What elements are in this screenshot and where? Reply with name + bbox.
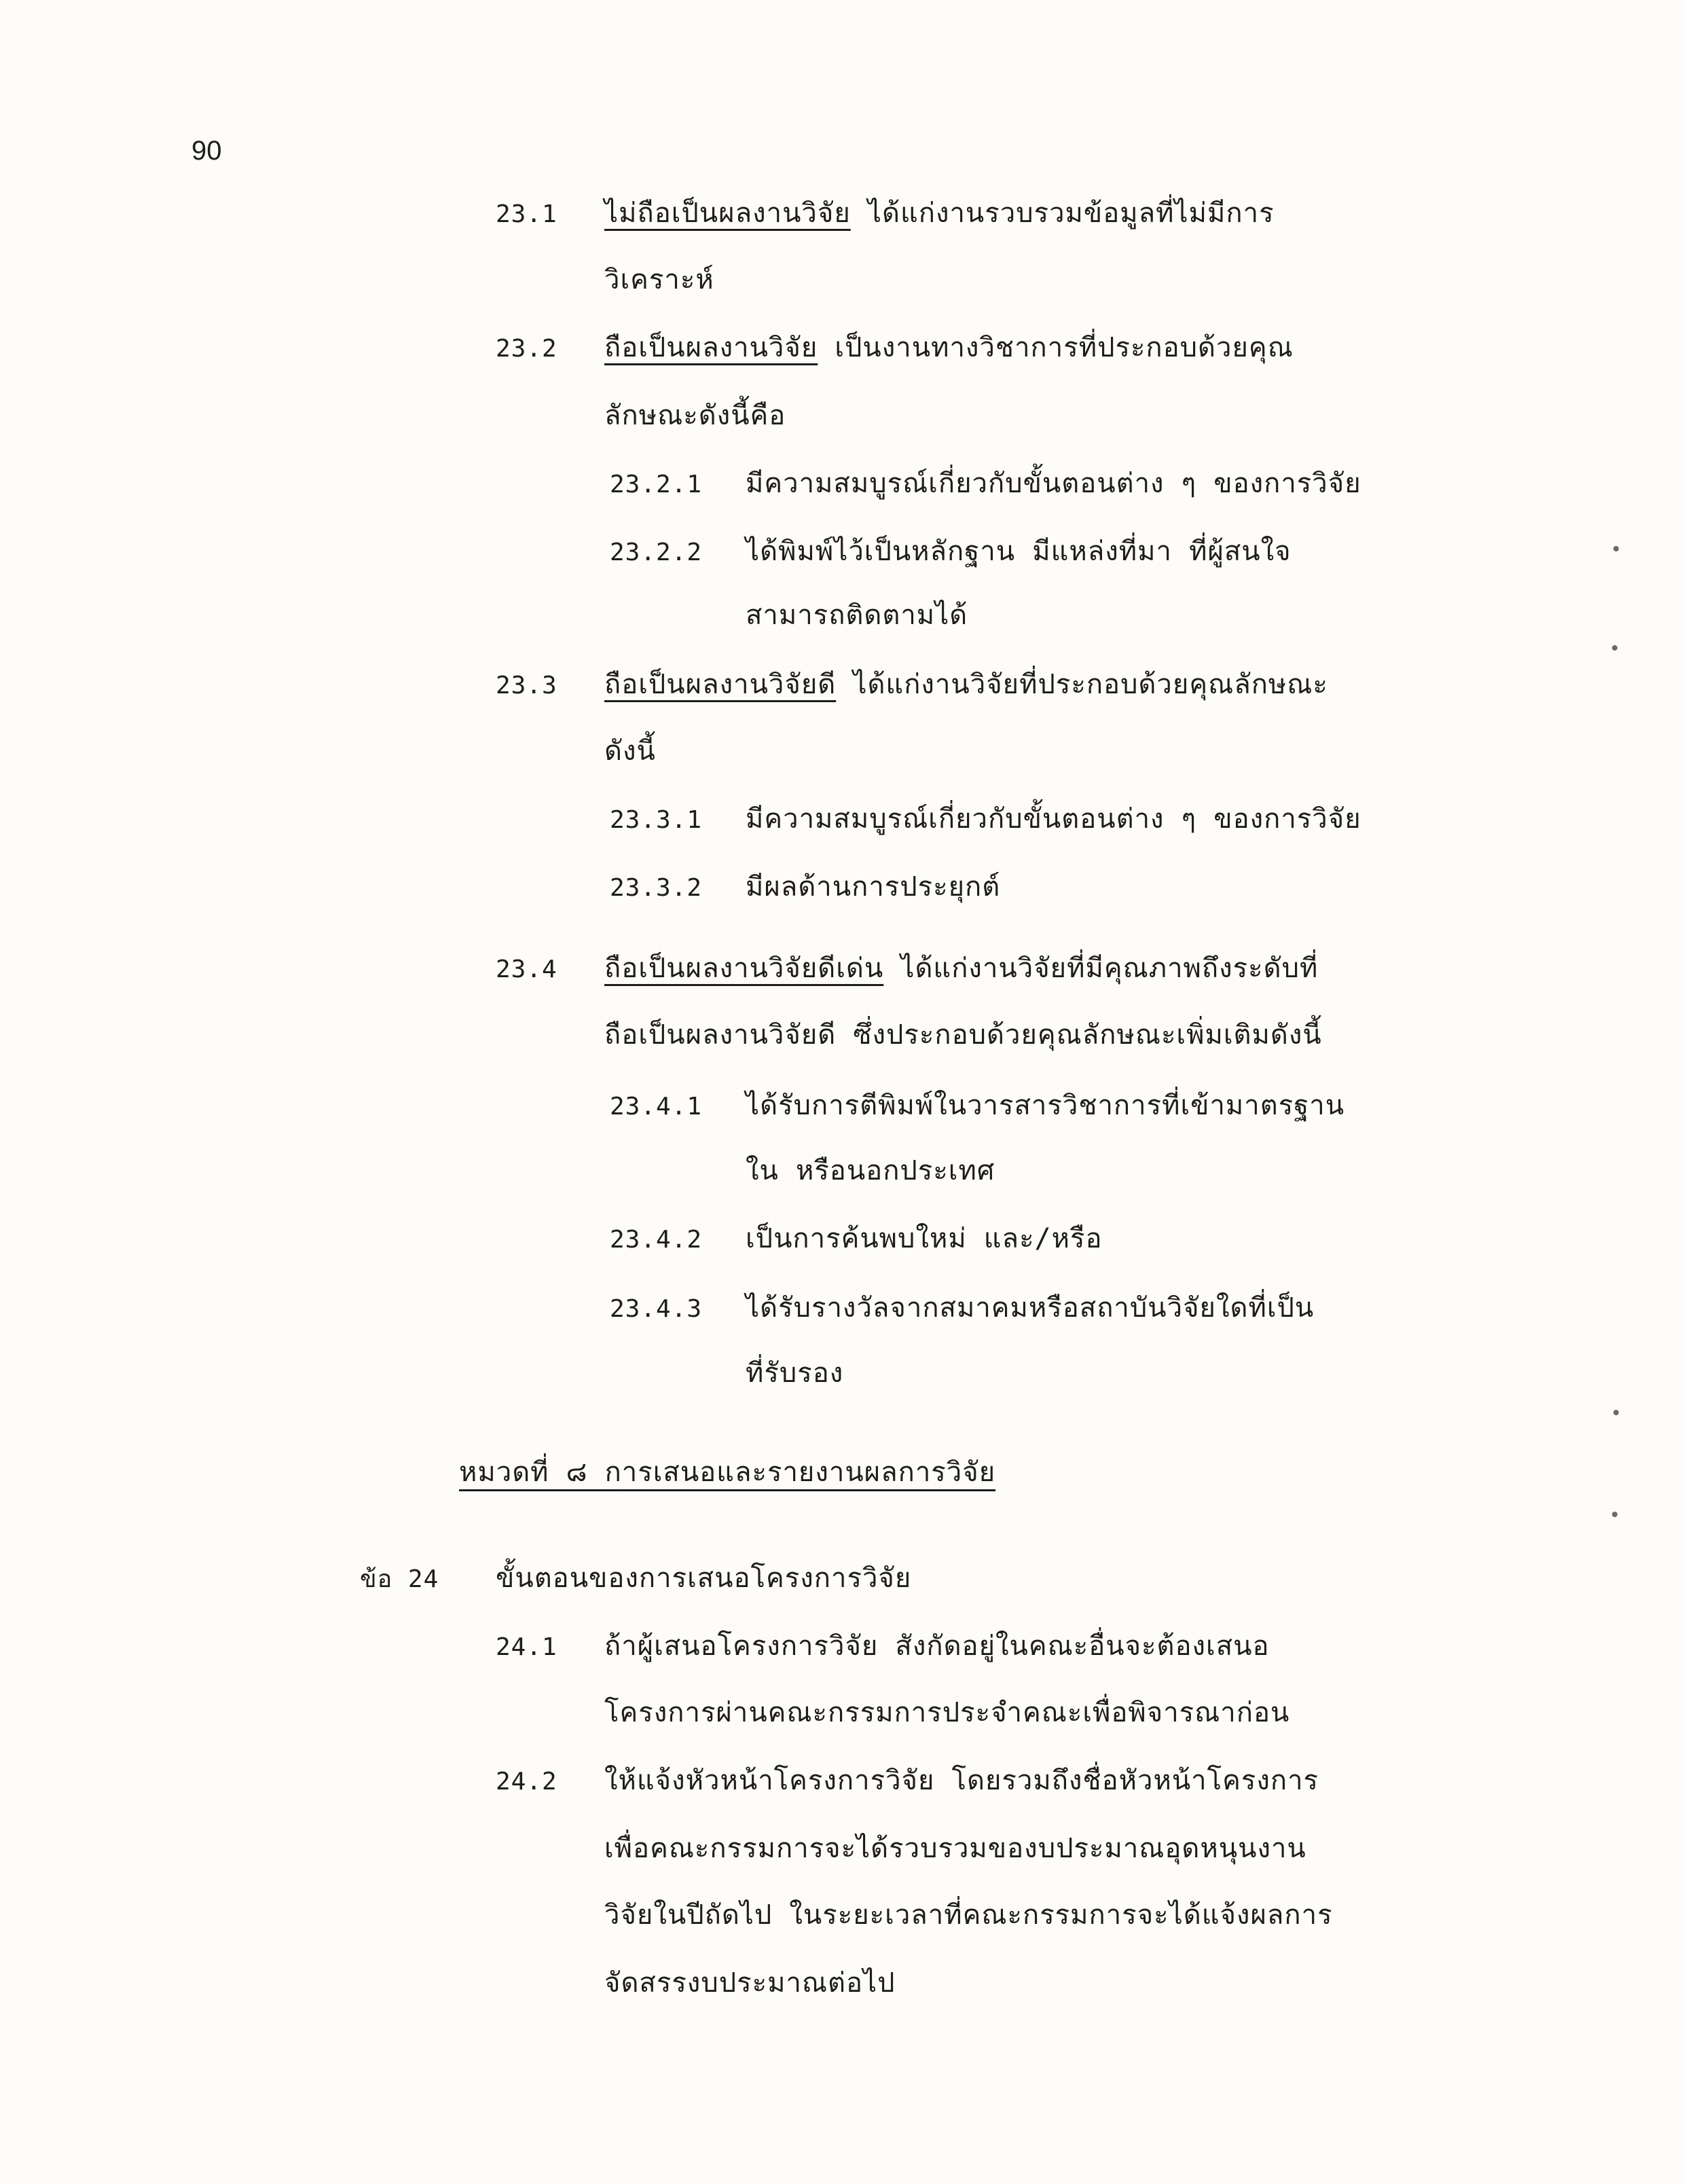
item-number: 23.3.1 (610, 806, 703, 834)
item-text: มีผลด้านการประยุกต์ (746, 871, 1001, 903)
section-24-1-continuation: โครงการผ่านคณะกรรมการประจำคณะเพื่อพิจารณาก่อน (604, 1697, 1290, 1728)
section-text: ได้แก่งานวิจัยที่มีคุณภาพถึงระดับที่ (883, 953, 1319, 984)
item-text: ได้รับรางวัลจากสมาคมหรือสถาบันวิจัยใดที่เป็น (746, 1292, 1315, 1324)
section-23-3-continuation: ดังนี้ (604, 735, 656, 767)
item-number: 23.3.2 (610, 874, 703, 902)
section-title: ถือเป็นผลงานวิจัย (604, 332, 818, 363)
margin-ink-dot (1613, 546, 1619, 551)
item-number: 23.2.2 (610, 539, 703, 566)
margin-ink-dot (1613, 1410, 1619, 1415)
section-23-4-continuation: ถือเป็นผลงานวิจัยดี ซึ่งประกอบด้วยคุณลักษณะเพิ่มเติมดังนี้ (604, 1019, 1322, 1051)
page-number: 90 (191, 136, 222, 166)
section-title: ไม่ถือเป็นผลงานวิจัย (604, 198, 851, 229)
margin-ink-dot (1612, 1512, 1617, 1517)
section-number: 23.2 (496, 335, 557, 363)
section-title: ถือเป็นผลงานวิจัยดีเด่น (604, 953, 884, 984)
item-23-4-3-continuation: ที่รับรอง (746, 1358, 844, 1389)
section-23-3 (496, 666, 1328, 705)
item-text: มีความสมบูรณ์เกี่ยวกับขั้นตอนต่าง ๆ ของการวิจัย (746, 468, 1361, 499)
section-23-2-continuation: ลักษณะดังนี้คือ (604, 400, 786, 431)
item-23-3-2 (610, 868, 1000, 907)
chapter-heading: หมวดที่ ๘ การเสนอและรายงานผลการวิจัย (459, 1457, 996, 1488)
item-text: เป็นการค้นพบใหม่ และ/หรือ (746, 1223, 1103, 1254)
section-text: ถ้าผู้เสนอโครงการวิจัย สังกัดอยู่ในคณะอื่นจะต้องเสนอ (604, 1631, 1270, 1662)
section-title: ถือเป็นผลงานวิจัยดี (604, 669, 837, 700)
section-24-2-line-4: จัดสรรงบประมาณต่อไป (604, 1967, 896, 1999)
section-number: 23.1 (496, 200, 557, 228)
item-23-4-3 (610, 1289, 1314, 1328)
clause-title: ขั้นตอนของการเสนอโครงการวิจัย (496, 1563, 912, 1594)
item-number: 23.2.1 (610, 471, 703, 498)
item-23-2-2 (610, 532, 1292, 572)
section-23-1 (496, 194, 1275, 234)
item-23-4-1 (610, 1087, 1344, 1126)
item-number: 23.4.3 (610, 1295, 703, 1323)
section-24-2-line-2: เพื่อคณะกรรมการจะได้รวบรวมของบประมาณอุดหนุนงาน (604, 1833, 1306, 1864)
section-text: ให้แจ้งหัวหน้าโครงการวิจัย โดยรวมถึงชื่อหัวหน้าโครงการ (604, 1765, 1319, 1796)
section-24-2 (496, 1762, 1319, 1801)
section-number: 24.2 (496, 1768, 557, 1796)
section-23-2 (496, 329, 1294, 368)
section-24-2-line-3: วิจัยในปีถัดไป ในระยะเวลาที่คณะกรรมการจะได้แจ้งผลการ (604, 1899, 1333, 1931)
clause-label: ข้อ 24 (360, 1565, 439, 1593)
section-number: 24.1 (496, 1633, 557, 1661)
item-number: 23.4.2 (610, 1226, 703, 1254)
item-text: มีความสมบูรณ์เกี่ยวกับขั้นตอนต่าง ๆ ของการวิจัย (746, 803, 1361, 835)
item-number: 23.4.1 (610, 1093, 703, 1121)
section-24-1 (496, 1627, 1270, 1667)
item-text: ได้พิมพ์ไว้เป็นหลักฐาน มีแหล่งที่มา ที่ผู้สนใจ (746, 536, 1292, 567)
item-23-3-1 (610, 800, 1361, 839)
section-number: 23.4 (496, 956, 557, 983)
item-23-2-1 (610, 465, 1361, 504)
item-text: ได้รับการตีพิมพ์ในวารสารวิชาการที่เข้ามาตรฐาน (746, 1090, 1345, 1121)
item-23-2-2-continuation: สามารถติดตามได้ (746, 600, 968, 631)
section-text: ได้แก่งานวิจัยที่ประกอบด้วยคุณลักษณะ (836, 669, 1328, 700)
section-23-4 (496, 949, 1318, 989)
margin-ink-dot (1612, 645, 1617, 651)
section-number: 23.3 (496, 672, 557, 699)
item-23-4-1-continuation: ใน หรือนอกประเทศ (746, 1155, 995, 1186)
clause-24 (360, 1559, 911, 1599)
item-23-4-2 (610, 1220, 1103, 1259)
section-text: ได้แก่งานรวบรวมข้อมูลที่ไม่มีการ (850, 198, 1275, 229)
section-23-1-continuation: วิเคราะห์ (604, 264, 714, 295)
section-text: เป็นงานทางวิชาการที่ประกอบด้วยคุณ (818, 332, 1294, 363)
